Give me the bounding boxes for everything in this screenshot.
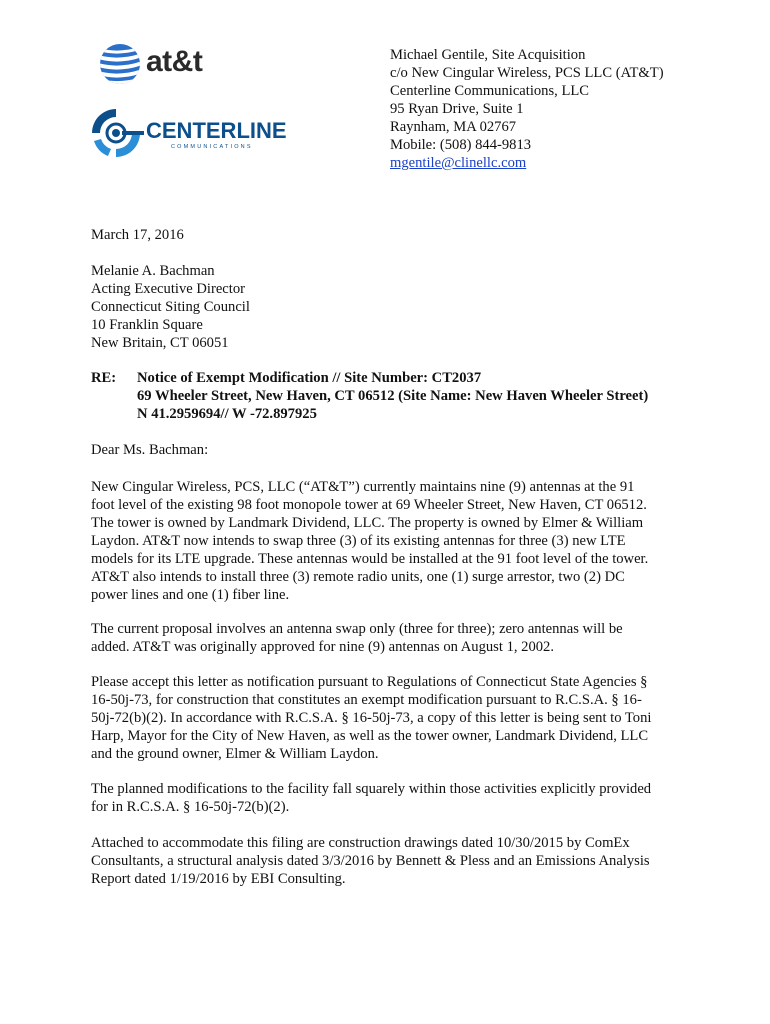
recipient-organization: Connecticut Siting Council <box>91 299 250 315</box>
paragraph-line: 50j-72(b)(2). In accordance with R.C.S.A. § 16-50j-73, a copy of this letter is being sent to Toni <box>91 710 652 726</box>
sender-street: 95 Ryan Drive, Suite 1 <box>390 101 524 117</box>
sender-company: c/o New Cingular Wireless, PCS LLC (AT&T) <box>390 65 664 81</box>
subject-line-2: 69 Wheeler Street, New Haven, CT 06512 (Site Name: New Haven Wheeler Street) <box>137 388 649 404</box>
paragraph-line: Laydon. AT&T now intends to swap three (3) of its existing antennas for three (3) new LTE <box>91 533 626 549</box>
body-paragraph-5 <box>91 834 681 888</box>
sender-firm: Centerline Communications, LLC <box>390 83 590 99</box>
paragraph-line: New Cingular Wireless, PCS, LLC (“AT&T”) currently maintains nine (9) antennas at the 91 <box>91 479 635 495</box>
body-paragraph-3 <box>91 673 681 763</box>
sender-email-link[interactable]: mgentile@clinellc.com <box>390 155 527 171</box>
paragraph-line: for in R.C.S.A. § 16-50j-72(b)(2). <box>91 799 290 815</box>
centerline-emblem-icon <box>88 105 144 161</box>
letter-date: March 17, 2016 <box>91 227 184 243</box>
recipient-street: 10 Franklin Square <box>91 317 203 333</box>
sender-phone: Mobile: (508) 844-9813 <box>390 137 532 153</box>
paragraph-line: 16-50j-73, for construction that constitutes an exempt modification pursuant to R.C.S.A. § 16- <box>91 692 642 708</box>
recipient-address-block <box>91 262 250 352</box>
subject-line-1: Notice of Exempt Modification // Site Number: CT2037 <box>137 370 482 386</box>
centerline-logo <box>88 105 287 165</box>
paragraph-line: and the ground owner, Elmer & William Laydon. <box>91 746 379 762</box>
paragraph-line: The planned modifications to the facility fall squarely within those activities explicitly provided <box>91 781 652 797</box>
recipient-name: Melanie A. Bachman <box>91 263 215 279</box>
body-paragraph-4 <box>91 780 681 816</box>
paragraph-line: Attached to accommodate this filing are construction drawings dated 10/30/2015 by ComEx <box>91 835 630 851</box>
sender-address-block <box>390 46 664 172</box>
paragraph-line: power lines and one (1) fiber line. <box>91 587 290 603</box>
paragraph-line: foot level of the existing 98 foot monopole tower at 69 Wheeler Street, New Haven, CT 06512. <box>91 497 647 513</box>
sender-city: Raynham, MA 02767 <box>390 119 517 135</box>
paragraph-line: AT&T also intends to install three (3) remote radio units, one (1) surge arrestor, two (2) DC <box>91 569 625 585</box>
sender-name: Michael Gentile, Site Acquisition <box>390 47 586 63</box>
centerline-wordmark: CENTERLINE <box>146 118 287 143</box>
paragraph-line: The tower is owned by Landmark Dividend, LLC. The property is owned by Elmer & William <box>91 515 644 531</box>
paragraph-line: Consultants, a structural analysis dated 3/3/2016 by Bennett & Pless and an Emissions Analysis <box>91 853 650 869</box>
recipient-title: Acting Executive Director <box>91 281 245 297</box>
paragraph-line: Report dated 1/19/2016 by EBI Consulting. <box>91 871 346 887</box>
paragraph-line: The current proposal involves an antenna swap only (three for three); zero antennas will be <box>91 621 623 637</box>
body-paragraph-2 <box>91 620 681 656</box>
recipient-city: New Britain, CT 06051 <box>91 335 229 351</box>
paragraph-line: Please accept this letter as notification pursuant to Regulations of Connecticut State Agencies § <box>91 674 648 690</box>
body-paragraph-1 <box>91 478 681 604</box>
subject-line-3: N 41.2959694// W -72.897925 <box>137 406 317 422</box>
subject-label: RE: <box>91 370 117 386</box>
paragraph-line: added. AT&T was originally approved for nine (9) antennas on August 1, 2002. <box>91 639 554 655</box>
paragraph-line: models for its LTE upgrade. These antennas would be installed at the 91 foot level of the tower. <box>91 551 649 567</box>
centerline-subtitle: COMMUNICATIONS <box>171 144 253 150</box>
att-logo <box>98 42 208 92</box>
paragraph-line: Harp, Mayor for the City of New Haven, as well as the tower owner, Landmark Dividend, LLC <box>91 728 649 744</box>
salutation: Dear Ms. Bachman: <box>91 442 209 458</box>
att-globe-icon <box>98 42 142 86</box>
att-wordmark: at&t <box>146 45 203 78</box>
